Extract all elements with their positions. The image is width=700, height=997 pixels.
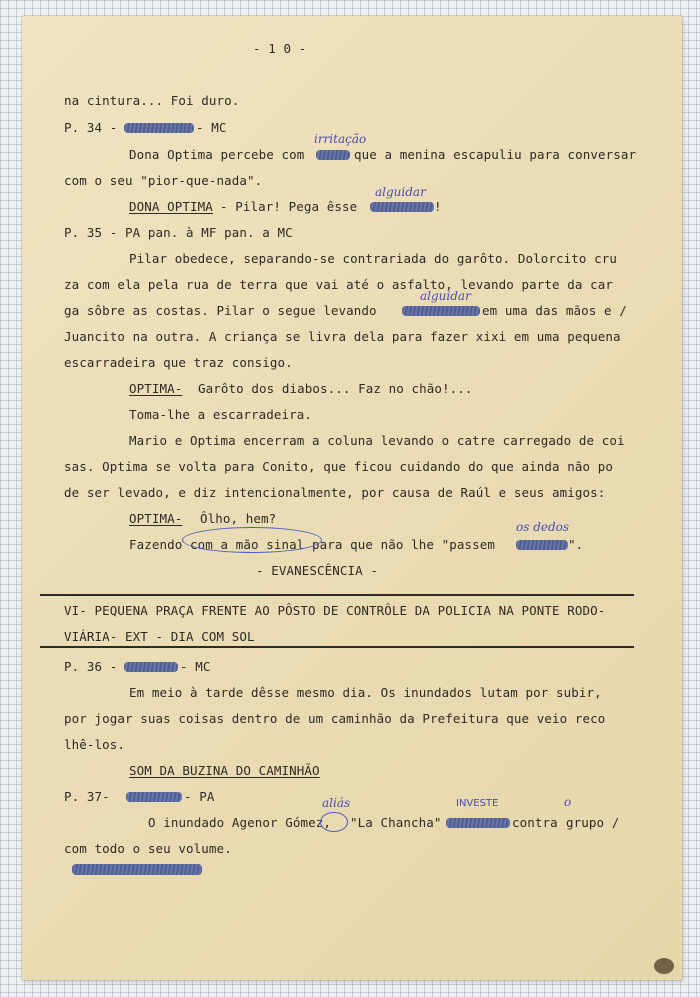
crossed-out-text: [124, 123, 194, 133]
character-name: OPTIMA-: [129, 381, 183, 396]
crossed-out-text: [516, 540, 568, 550]
text-line: "La Chancha": [350, 815, 442, 830]
text-line: O inundado Agenor Gómez,: [148, 815, 332, 830]
crossed-out-text: [446, 818, 510, 828]
paper-stain: [654, 958, 674, 974]
crossed-out-text: [126, 792, 182, 802]
text-line: ".: [568, 537, 584, 552]
crossed-out-text: [124, 662, 178, 672]
text-line: Em meio à tarde dêsse mesmo dia. Os inundados lutam por subir,: [129, 685, 602, 700]
text-line: com todo o seu volume.: [64, 841, 232, 856]
handwritten-correction: irritação: [314, 132, 367, 146]
shot-number: P. 36 -: [64, 659, 118, 674]
dialogue: !: [434, 199, 442, 214]
text-line: contra: [512, 815, 558, 830]
sound-cue: SOM DA BUZINA DO CAMINHÃO: [129, 763, 320, 778]
text-line: Juancito na outra. A criança se livra dela para fazer xixi em uma pequena: [64, 329, 621, 344]
scene-transition: - EVANESCÊNCIA -: [256, 563, 379, 578]
handwritten-correction: o: [564, 795, 572, 809]
text-line: escarradeira que traz consigo.: [64, 355, 293, 370]
dialogue: - Pilar! Pega êsse: [220, 199, 358, 214]
shot-framing: - MC: [196, 120, 227, 135]
handwritten-correction: os dedos: [516, 520, 570, 534]
shot-number: P. 37-: [64, 789, 110, 804]
shot-number: P. 34 -: [64, 120, 118, 135]
character-name: OPTIMA-: [129, 511, 183, 526]
scene-rule-top: [40, 594, 634, 596]
handwritten-circle: [182, 527, 322, 553]
text-line: Dona Optima percebe com: [129, 147, 305, 162]
scene-heading: VI- PEQUENA PRAÇA FRENTE AO PÔSTO DE CONTRÔLE DA POLICIA NA PONTE RODO-: [64, 603, 606, 618]
text-line: Mario e Optima encerram a coluna levando o catre carregado de coi: [129, 433, 625, 448]
dialogue: Ôlho, hem?: [200, 511, 277, 526]
scene-heading: VIÁRIA- EXT - DIA COM SOL: [64, 629, 255, 644]
text-line: za com ela pela rua de terra que vai até o asfalto, levando parte da car: [64, 277, 614, 292]
crossed-out-text: [72, 864, 202, 875]
handwritten-correction: INVESTE: [456, 798, 499, 809]
handwritten-correction: alguidar: [375, 185, 426, 199]
text-line: Toma-lhe a escarradeira.: [129, 407, 313, 422]
text-line: por jogar suas coisas dentro de um caminhão da Prefeitura que veio reco: [64, 711, 606, 726]
page-number: - 1 0 -: [253, 41, 307, 56]
shot-number: P. 35 - PA pan. à MF pan. a MC: [64, 225, 293, 240]
text-line: Pilar obedece, separando-se contrariada do garôto. Dolorcito cru: [129, 251, 618, 266]
handwritten-correction: alguidar: [420, 289, 471, 303]
text-line: lhê-los.: [64, 737, 126, 752]
text-line: que a menina escapuliu para conversar: [354, 147, 637, 162]
scene-rule-bottom: [40, 646, 634, 648]
text-line: ga sôbre as costas. Pilar o segue levando: [64, 303, 377, 318]
shot-framing: - MC: [180, 659, 211, 674]
text-line: de ser levado, e diz intencionalmente, por causa de Raúl e seus amigos:: [64, 485, 606, 500]
text-line: em uma das mãos e /: [482, 303, 627, 318]
text-line: sas. Optima se volta para Conito, que ficou cuidando do que ainda não po: [64, 459, 614, 474]
text-line: na cintura... Foi duro.: [64, 93, 240, 108]
text-line: com o seu "pior-que-nada".: [64, 173, 263, 188]
shot-framing: - PA: [184, 789, 215, 804]
text-line: grupo /: [566, 815, 620, 830]
dialogue: Garôto dos diabos... Faz no chão!...: [198, 381, 473, 396]
text-line: Fazendo com a mão sinal para que não lhe "passem: [129, 537, 496, 552]
handwritten-circle: [320, 812, 348, 832]
character-name: DONA OPTIMA: [129, 199, 213, 214]
crossed-out-text: [402, 306, 480, 316]
handwritten-correction: aliás: [322, 796, 351, 810]
crossed-out-text: [370, 202, 434, 212]
crossed-out-text: [316, 150, 350, 160]
